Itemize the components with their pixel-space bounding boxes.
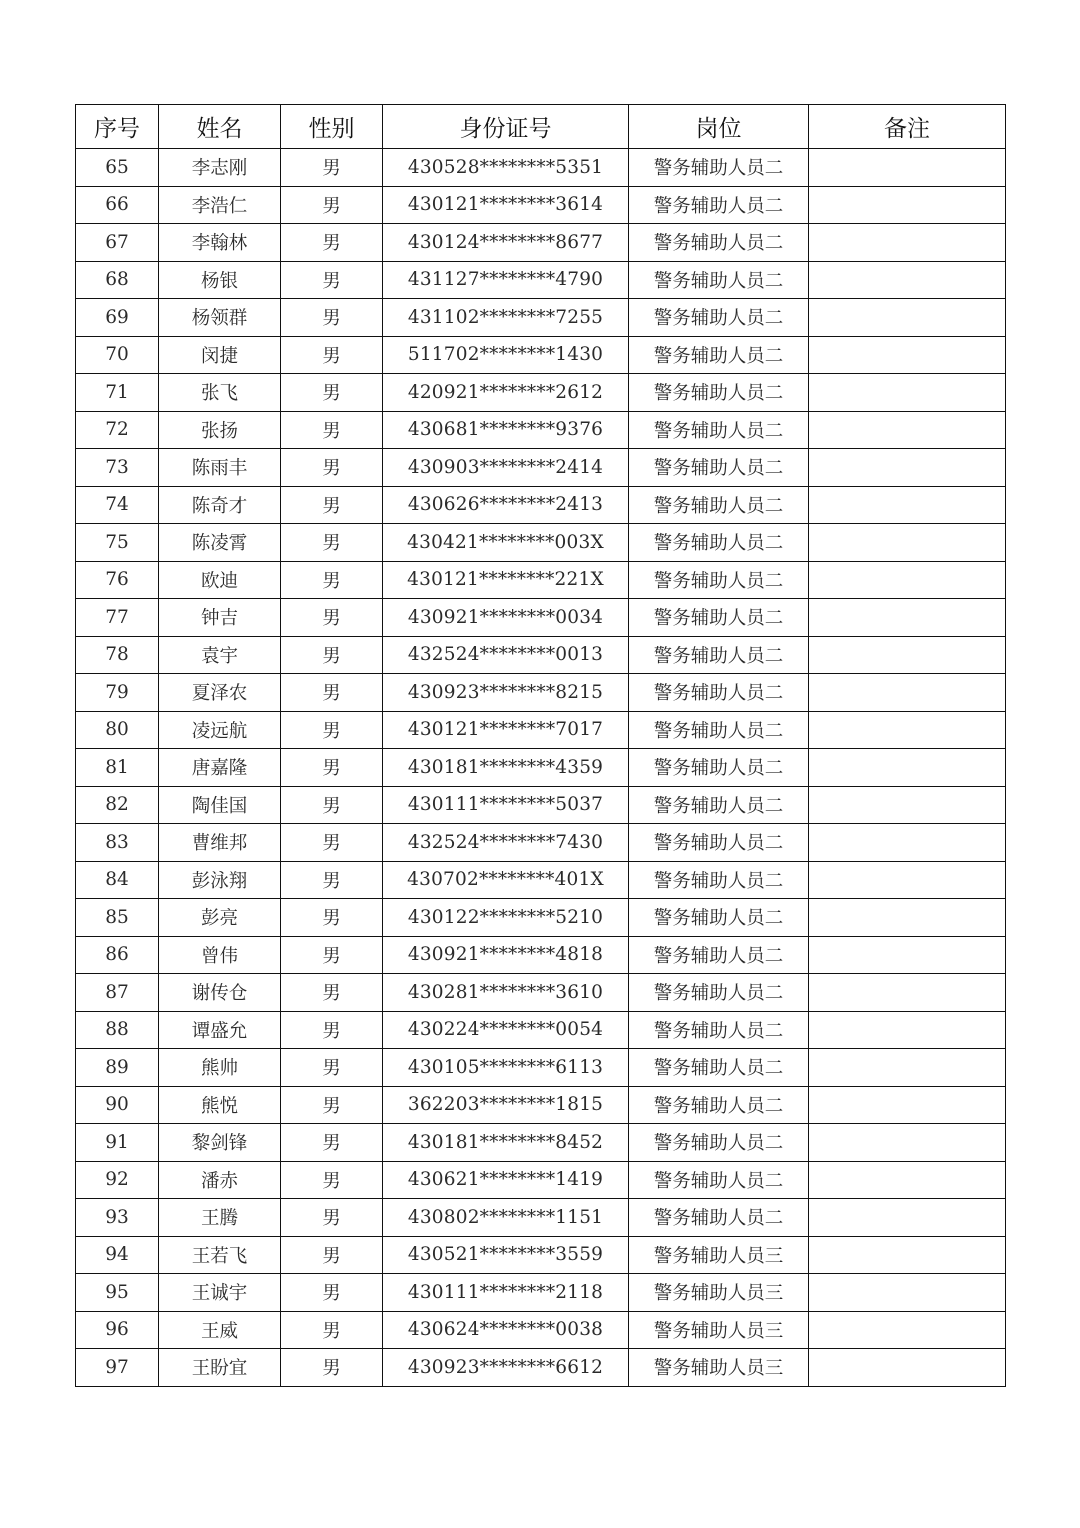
cell-id: 430121********7017 — [383, 711, 629, 749]
cell-position: 警务辅助人员二 — [629, 299, 809, 337]
cell-position: 警务辅助人员二 — [629, 674, 809, 712]
cell-remarks — [809, 599, 1006, 637]
cell-gender: 男 — [281, 261, 383, 299]
cell-remarks — [809, 711, 1006, 749]
cell-id: 430105********6113 — [383, 1049, 629, 1087]
cell-gender: 男 — [281, 599, 383, 637]
cell-remarks — [809, 636, 1006, 674]
cell-seq: 77 — [76, 599, 159, 637]
table-row — [76, 1236, 1006, 1274]
cell-id: 511702********1430 — [383, 336, 629, 374]
table-row — [76, 599, 1006, 637]
cell-id: 430923********8215 — [383, 674, 629, 712]
table-row — [76, 936, 1006, 974]
cell-id: 430124********8677 — [383, 224, 629, 262]
cell-id: 420921********2612 — [383, 374, 629, 412]
cell-id: 430421********003X — [383, 524, 629, 562]
cell-name: 熊帅 — [159, 1049, 281, 1087]
cell-name: 陈奇才 — [159, 486, 281, 524]
table-row — [76, 636, 1006, 674]
cell-seq: 69 — [76, 299, 159, 337]
cell-name: 陈凌霄 — [159, 524, 281, 562]
cell-name: 李翰林 — [159, 224, 281, 262]
cell-remarks — [809, 224, 1006, 262]
cell-remarks — [809, 524, 1006, 562]
cell-position: 警务辅助人员二 — [629, 336, 809, 374]
cell-position: 警务辅助人员二 — [629, 486, 809, 524]
cell-gender: 男 — [281, 711, 383, 749]
table-row — [76, 374, 1006, 412]
cell-seq: 75 — [76, 524, 159, 562]
table-row — [76, 299, 1006, 337]
cell-id: 430626********2413 — [383, 486, 629, 524]
cell-seq: 88 — [76, 1011, 159, 1049]
cell-seq: 78 — [76, 636, 159, 674]
cell-remarks — [809, 1311, 1006, 1349]
cell-remarks — [809, 899, 1006, 937]
cell-id: 430681********9376 — [383, 411, 629, 449]
cell-seq: 80 — [76, 711, 159, 749]
cell-gender: 男 — [281, 524, 383, 562]
cell-id: 432524********0013 — [383, 636, 629, 674]
cell-seq: 95 — [76, 1274, 159, 1312]
table-row — [76, 1011, 1006, 1049]
cell-position: 警务辅助人员二 — [629, 1011, 809, 1049]
table-body — [76, 149, 1006, 1387]
cell-position: 警务辅助人员二 — [629, 786, 809, 824]
cell-position: 警务辅助人员二 — [629, 749, 809, 787]
cell-gender: 男 — [281, 486, 383, 524]
cell-name: 欧迪 — [159, 561, 281, 599]
cell-position: 警务辅助人员二 — [629, 936, 809, 974]
cell-position: 警务辅助人员二 — [629, 861, 809, 899]
cell-name: 谭盛允 — [159, 1011, 281, 1049]
table-header-row — [76, 105, 1006, 149]
cell-gender: 男 — [281, 636, 383, 674]
table-row — [76, 1161, 1006, 1199]
cell-remarks — [809, 1086, 1006, 1124]
cell-position: 警务辅助人员二 — [629, 1199, 809, 1237]
table-row — [76, 261, 1006, 299]
table-row — [76, 449, 1006, 487]
cell-name: 熊悦 — [159, 1086, 281, 1124]
cell-remarks — [809, 374, 1006, 412]
cell-position: 警务辅助人员二 — [629, 411, 809, 449]
cell-id: 430111********5037 — [383, 786, 629, 824]
cell-name: 王诚宇 — [159, 1274, 281, 1312]
cell-name: 彭亮 — [159, 899, 281, 937]
cell-seq: 70 — [76, 336, 159, 374]
cell-id: 430921********4818 — [383, 936, 629, 974]
cell-remarks — [809, 149, 1006, 187]
cell-gender: 男 — [281, 1011, 383, 1049]
cell-position: 警务辅助人员二 — [629, 974, 809, 1012]
cell-id: 430111********2118 — [383, 1274, 629, 1312]
cell-name: 彭泳翔 — [159, 861, 281, 899]
cell-name: 曹维邦 — [159, 824, 281, 862]
cell-name: 曾伟 — [159, 936, 281, 974]
cell-seq: 87 — [76, 974, 159, 1012]
cell-gender: 男 — [281, 749, 383, 787]
cell-position: 警务辅助人员二 — [629, 899, 809, 937]
cell-id: 430923********6612 — [383, 1349, 629, 1387]
cell-remarks — [809, 1124, 1006, 1162]
cell-gender: 男 — [281, 861, 383, 899]
cell-gender: 男 — [281, 411, 383, 449]
cell-seq: 76 — [76, 561, 159, 599]
table-row — [76, 674, 1006, 712]
cell-name: 张飞 — [159, 374, 281, 412]
table-row — [76, 224, 1006, 262]
cell-gender: 男 — [281, 149, 383, 187]
cell-remarks — [809, 674, 1006, 712]
cell-position: 警务辅助人员三 — [629, 1274, 809, 1312]
cell-seq: 97 — [76, 1349, 159, 1387]
cell-remarks — [809, 1199, 1006, 1237]
cell-id: 430528********5351 — [383, 149, 629, 187]
cell-id: 430121********221X — [383, 561, 629, 599]
cell-remarks — [809, 1049, 1006, 1087]
table-row — [76, 1274, 1006, 1312]
cell-seq: 92 — [76, 1161, 159, 1199]
cell-id: 430121********3614 — [383, 186, 629, 224]
cell-remarks — [809, 261, 1006, 299]
cell-seq: 90 — [76, 1086, 159, 1124]
table-row — [76, 861, 1006, 899]
cell-id: 362203********1815 — [383, 1086, 629, 1124]
header-gender: 性别 — [281, 105, 383, 149]
cell-remarks — [809, 974, 1006, 1012]
cell-gender: 男 — [281, 449, 383, 487]
cell-gender: 男 — [281, 299, 383, 337]
cell-gender: 男 — [281, 561, 383, 599]
table-row — [76, 1349, 1006, 1387]
header-remarks: 备注 — [809, 105, 1006, 149]
cell-id: 430621********1419 — [383, 1161, 629, 1199]
table-row — [76, 824, 1006, 862]
cell-id: 432524********7430 — [383, 824, 629, 862]
cell-remarks — [809, 786, 1006, 824]
cell-gender: 男 — [281, 336, 383, 374]
cell-name: 李浩仁 — [159, 186, 281, 224]
cell-gender: 男 — [281, 1161, 383, 1199]
cell-remarks — [809, 336, 1006, 374]
cell-seq: 84 — [76, 861, 159, 899]
cell-id: 430224********0054 — [383, 1011, 629, 1049]
cell-position: 警务辅助人员二 — [629, 599, 809, 637]
cell-seq: 83 — [76, 824, 159, 862]
cell-position: 警务辅助人员二 — [629, 449, 809, 487]
cell-remarks — [809, 449, 1006, 487]
cell-id: 430903********2414 — [383, 449, 629, 487]
cell-id: 430181********8452 — [383, 1124, 629, 1162]
table-row — [76, 1086, 1006, 1124]
cell-name: 陶佳国 — [159, 786, 281, 824]
cell-remarks — [809, 1011, 1006, 1049]
cell-name: 钟吉 — [159, 599, 281, 637]
cell-position: 警务辅助人员二 — [629, 1086, 809, 1124]
cell-seq: 82 — [76, 786, 159, 824]
header-id-number: 身份证号 — [383, 105, 629, 149]
cell-name: 黎剑锋 — [159, 1124, 281, 1162]
cell-id: 430802********1151 — [383, 1199, 629, 1237]
cell-remarks — [809, 186, 1006, 224]
cell-seq: 72 — [76, 411, 159, 449]
table-row — [76, 561, 1006, 599]
cell-name: 陈雨丰 — [159, 449, 281, 487]
cell-seq: 73 — [76, 449, 159, 487]
cell-gender: 男 — [281, 674, 383, 712]
cell-position: 警务辅助人员二 — [629, 1161, 809, 1199]
header-name: 姓名 — [159, 105, 281, 149]
table-row — [76, 149, 1006, 187]
table-row — [76, 411, 1006, 449]
cell-name: 杨领群 — [159, 299, 281, 337]
cell-gender: 男 — [281, 936, 383, 974]
table-row — [76, 186, 1006, 224]
table-row — [76, 1049, 1006, 1087]
table-row — [76, 1124, 1006, 1162]
cell-name: 唐嘉隆 — [159, 749, 281, 787]
table-row — [76, 1311, 1006, 1349]
table-row — [76, 974, 1006, 1012]
cell-gender: 男 — [281, 1124, 383, 1162]
cell-id: 431102********7255 — [383, 299, 629, 337]
cell-position: 警务辅助人员二 — [629, 224, 809, 262]
cell-seq: 89 — [76, 1049, 159, 1087]
table-row — [76, 524, 1006, 562]
cell-position: 警务辅助人员二 — [629, 636, 809, 674]
cell-seq: 94 — [76, 1236, 159, 1274]
cell-gender: 男 — [281, 1349, 383, 1387]
cell-seq: 85 — [76, 899, 159, 937]
table-row — [76, 1199, 1006, 1237]
cell-gender: 男 — [281, 224, 383, 262]
cell-seq: 93 — [76, 1199, 159, 1237]
cell-gender: 男 — [281, 1311, 383, 1349]
cell-position: 警务辅助人员二 — [629, 186, 809, 224]
cell-gender: 男 — [281, 1236, 383, 1274]
cell-id: 431127********4790 — [383, 261, 629, 299]
table-row — [76, 336, 1006, 374]
cell-gender: 男 — [281, 1086, 383, 1124]
table-row — [76, 786, 1006, 824]
roster-table — [75, 104, 1006, 1387]
cell-name: 潘赤 — [159, 1161, 281, 1199]
cell-name: 王盼宜 — [159, 1349, 281, 1387]
table-row — [76, 486, 1006, 524]
cell-seq: 79 — [76, 674, 159, 712]
cell-position: 警务辅助人员二 — [629, 149, 809, 187]
cell-remarks — [809, 1161, 1006, 1199]
header-position: 岗位 — [629, 105, 809, 149]
cell-name: 李志刚 — [159, 149, 281, 187]
cell-seq: 68 — [76, 261, 159, 299]
cell-name: 袁宇 — [159, 636, 281, 674]
cell-remarks — [809, 1349, 1006, 1387]
cell-gender: 男 — [281, 1274, 383, 1312]
cell-name: 夏泽农 — [159, 674, 281, 712]
cell-remarks — [809, 1274, 1006, 1312]
cell-id: 430281********3610 — [383, 974, 629, 1012]
cell-gender: 男 — [281, 974, 383, 1012]
cell-position: 警务辅助人员二 — [629, 824, 809, 862]
cell-seq: 96 — [76, 1311, 159, 1349]
cell-remarks — [809, 561, 1006, 599]
table-row — [76, 899, 1006, 937]
cell-position: 警务辅助人员二 — [629, 1049, 809, 1087]
cell-id: 430702********401X — [383, 861, 629, 899]
cell-name: 王腾 — [159, 1199, 281, 1237]
cell-position: 警务辅助人员二 — [629, 374, 809, 412]
cell-name: 闵捷 — [159, 336, 281, 374]
cell-remarks — [809, 749, 1006, 787]
cell-position: 警务辅助人员三 — [629, 1349, 809, 1387]
cell-seq: 86 — [76, 936, 159, 974]
table-row — [76, 711, 1006, 749]
cell-gender: 男 — [281, 1199, 383, 1237]
cell-remarks — [809, 486, 1006, 524]
cell-id: 430122********5210 — [383, 899, 629, 937]
cell-remarks — [809, 824, 1006, 862]
cell-id: 430921********0034 — [383, 599, 629, 637]
cell-name: 杨银 — [159, 261, 281, 299]
cell-id: 430624********0038 — [383, 1311, 629, 1349]
cell-name: 凌远航 — [159, 711, 281, 749]
cell-position: 警务辅助人员二 — [629, 524, 809, 562]
table-row — [76, 749, 1006, 787]
cell-gender: 男 — [281, 899, 383, 937]
header-seq: 序号 — [76, 105, 159, 149]
cell-id: 430521********3559 — [383, 1236, 629, 1274]
cell-position: 警务辅助人员三 — [629, 1236, 809, 1274]
cell-seq: 66 — [76, 186, 159, 224]
cell-remarks — [809, 299, 1006, 337]
cell-remarks — [809, 411, 1006, 449]
cell-name: 王威 — [159, 1311, 281, 1349]
cell-position: 警务辅助人员三 — [629, 1311, 809, 1349]
cell-remarks — [809, 936, 1006, 974]
cell-name: 谢传仓 — [159, 974, 281, 1012]
cell-position: 警务辅助人员二 — [629, 561, 809, 599]
cell-remarks — [809, 1236, 1006, 1274]
cell-seq: 74 — [76, 486, 159, 524]
cell-id: 430181********4359 — [383, 749, 629, 787]
cell-position: 警务辅助人员二 — [629, 261, 809, 299]
cell-seq: 67 — [76, 224, 159, 262]
cell-seq: 91 — [76, 1124, 159, 1162]
cell-gender: 男 — [281, 186, 383, 224]
cell-gender: 男 — [281, 1049, 383, 1087]
cell-gender: 男 — [281, 786, 383, 824]
cell-position: 警务辅助人员二 — [629, 711, 809, 749]
cell-remarks — [809, 861, 1006, 899]
cell-seq: 71 — [76, 374, 159, 412]
cell-seq: 65 — [76, 149, 159, 187]
cell-gender: 男 — [281, 374, 383, 412]
cell-name: 张扬 — [159, 411, 281, 449]
cell-name: 王若飞 — [159, 1236, 281, 1274]
cell-position: 警务辅助人员二 — [629, 1124, 809, 1162]
cell-gender: 男 — [281, 824, 383, 862]
cell-seq: 81 — [76, 749, 159, 787]
